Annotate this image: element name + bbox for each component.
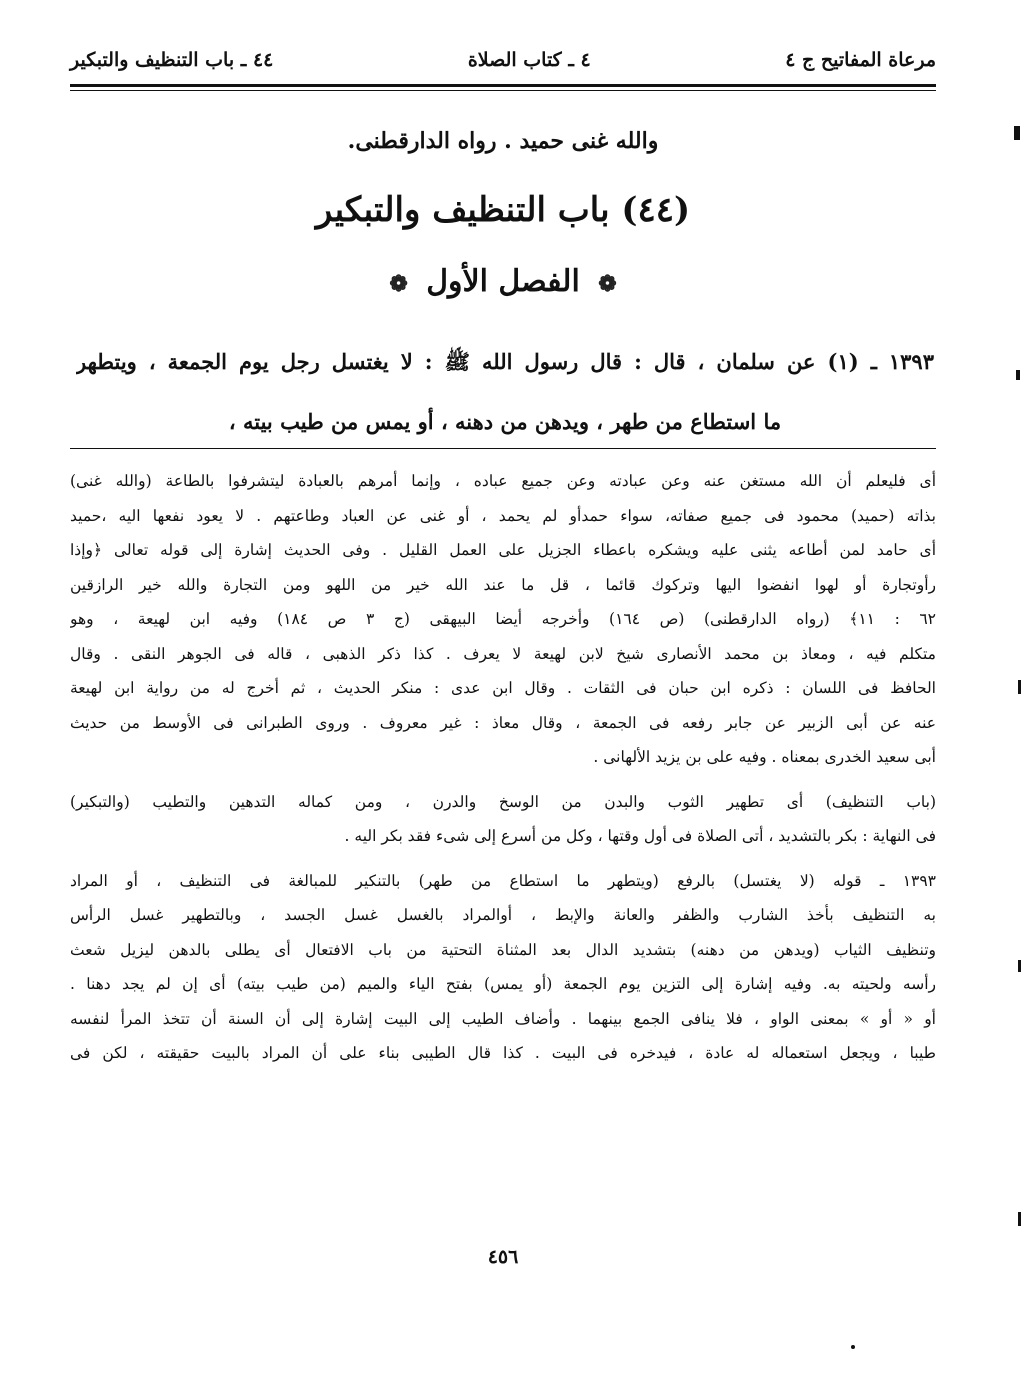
header-rule-thick [70,84,936,87]
ornament-left-icon: ❁ [389,271,408,297]
commentary-paragraph [70,464,936,775]
text-line: أبى سعيد الخدرى بمعناه . وفيه على بن يزيد الألهانى . [593,748,936,766]
scan-edge-mark [1018,960,1021,972]
commentary-paragraph [70,864,936,1071]
hadith-line: ١٣٩٣ ـ (١) عن سلمان ، قال : قال رسول الله ﷺ : لا يغتسل رجل يوم الجمعة ، ويتطهر [76,349,934,374]
hadith-line: ما استطاع من طهر ، ويدهن من دهنه ، أو يمس من طيب بيته ، [228,409,782,434]
scan-speck [851,1345,855,1349]
text-line: (باب التنظيف) أى تطهير الثوب والبدن من الوسخ والدرن ، ومن كماله التدهين والتطيب (والتبكير) [70,792,936,811]
section-title-block [70,264,936,299]
text-line: أو « أو » بمعنى الواو ، فلا ينافى الجمع بينهما . وأضاف الطيب إلى البيت إشارة إلى أن السنة أن تتخذ المرأ لنفسه [70,1009,936,1028]
text-line: ١٣٩٣ ـ قوله (لا يغتسل) بالرفع (ويتطهر ما استطاع من طهر) بالتنكير للمبالغة فى التنظيف ، أو المراد [70,871,936,890]
commentary [70,464,936,1071]
text-line: طيبا ، ويجعل استعماله له عادة ، فيدخره فى البيت . كذا قال الطيبى بناء على أن المراد بالبيت حقيقته ، لكن فى [70,1044,936,1062]
page-number: ٤٥٦ [487,1246,519,1268]
text-line: به التنظيف بأخذ الشارب والظفر والعانة والإبط ، أوالمراد بالغسل غسل الجسد ، وبالتطهير غسل الرأس [70,906,936,924]
header-rule-thin [70,90,936,91]
text-line: متكلم فيه ، ومعاذ بن محمد الأنصارى شيخ لابن لهيعة لا يعرف . كذا ذكر الذهبى ، قاله فى الجوهر النقى . وقال [70,644,936,663]
text-line: ٦٢ : ١١﴾ (رواه الدارقطنى) (ص ١٦٤) وأخرجه أيضا البيهقى (ج ٣ ص ١٨٤) وفيه ابن لهيعة ، وهو [70,610,936,628]
footnote-divider [70,448,936,449]
header-kitab: ٤ ـ كتاب الصلاة [467,49,591,71]
text-line: عنه عن أبى الزبير عن جابر رفعه فى الجمعة ، وقال معاذ : غير معروف . وروى الطبرانى فى الأوسط من حديث [70,713,936,732]
ornament-right-icon: ❁ [598,271,617,297]
header-bab: ٤٤ ـ باب التنظيف والتبكير [70,49,274,71]
text-line: أى حامد لمن أطاعه يثنى عليه ويشكره باعطاء الجزيل على العمل القليل . وفى الحديث إشارة إلى قوله تعالى ﴿وإذا [70,541,936,559]
text-line: الحافظ فى اللسان : ذكره ابن حبان فى الثقات . وقال ابن عدى : منكر الحديث ، ثم أخرج له من رواية ابن لهيعة [70,679,936,697]
commentary-paragraph [70,785,936,854]
text-line: وتنظيف الثياب (ويدهن من دهنه) بتشديد الدال بعد المثناة التحتية من باب الافتعال أى يطلى بالدهن ليزيل شعث [70,940,936,959]
text-line: فى النهاية : بكر بالتشديد ، أتى الصلاة فى أول وقتها ، وكل من أسرع إلى شىء فقد بكر اليه . [344,827,936,845]
text-line: رأوتجارة أو لهوا انفضوا اليها وتركوك قائما ، قل ما عند الله خير من اللهو ومن التجارة والله خير الرازقين [70,575,936,594]
scan-edge-mark [1018,680,1021,694]
hadith-text [76,332,934,452]
text-line: بذاته (حميد) محمود فى جميع صفاته، سواء حمدأو لم يحمد ، أو غنى عن العباد وطاعتهم . لا يعود نفعها اليه ،حميد [70,506,936,525]
running-header [70,40,936,80]
scan-edge-mark [1016,370,1020,380]
header-book-title: مرعاة المفاتيح ج ٤ [785,49,936,71]
text-line: أى فليعلم أن الله مستغن عنه وعن عبادته وعن جميع عباده ، وإنما أمرهم بالعبادة ليتشرفوا بالطاعة (والله غنى) [70,472,936,490]
chapter-title: (٤٤) باب التنظيف والتبكير [315,190,691,230]
text-line: رأسه ولحيته به. وفيه إشارة إلى التزين يوم الجمعة (أو يمس) بفتح الياء والميم (من طيب بيته) أى إن لم يجد دهنا . [70,975,936,993]
scan-edge-mark [1018,1212,1021,1226]
section-title: الفصل الأول [426,264,580,299]
top-line: والله غنى حميد . رواه الدارقطنى. [347,128,659,154]
scan-edge-mark [1014,126,1020,140]
